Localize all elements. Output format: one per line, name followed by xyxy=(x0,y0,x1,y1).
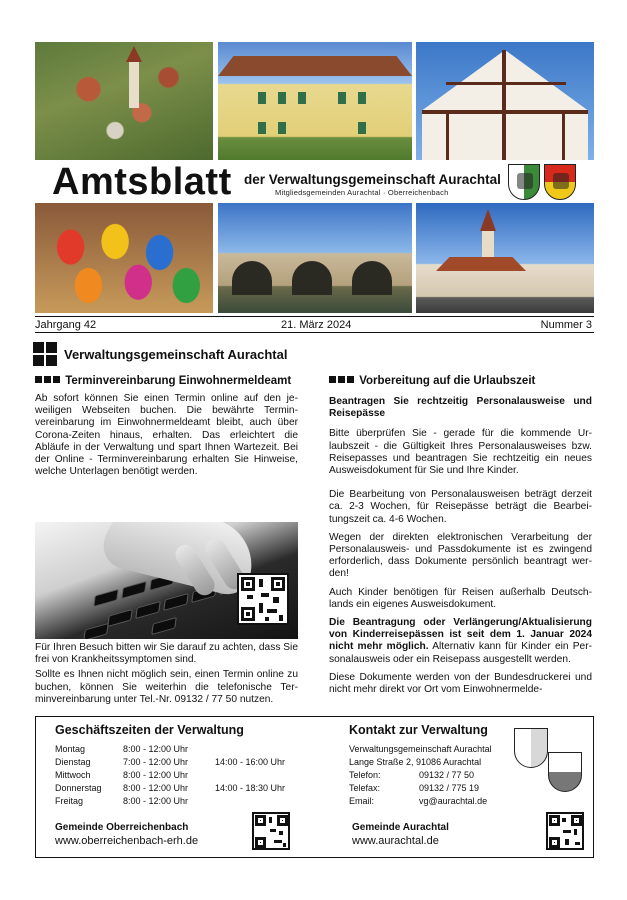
issue-bar xyxy=(35,316,594,333)
photo-timber-frame-house xyxy=(416,42,594,160)
bullet-square-icon xyxy=(35,376,42,383)
municipality-url[interactable]: www.aurachtal.de xyxy=(352,835,439,847)
window-shape xyxy=(258,92,266,104)
bullet-square-icon xyxy=(53,376,60,383)
church-tower-shape xyxy=(129,62,139,108)
phone-number[interactable]: 09132 / 77 50 xyxy=(419,770,475,780)
left-article-heading-text: Terminvereinbarung Einwohnermeldeamt xyxy=(65,375,292,387)
left-article-heading xyxy=(35,375,291,387)
crest-aurachtal-icon xyxy=(508,164,540,200)
beam-shape xyxy=(502,50,506,160)
window-shape xyxy=(298,92,306,104)
bullet-square-icon xyxy=(338,376,345,383)
masthead-members: Mitgliedsgemeinden Aurachtal · Oberreichenbach xyxy=(275,188,449,197)
section-squares-icon xyxy=(33,342,57,366)
photo-easter-eggs xyxy=(35,203,213,313)
paragraph-rest: Alternativ kann für Kinder ein Personalausweis oder ein Reisepass ausgestellt werden. xyxy=(329,641,593,665)
email-link[interactable]: vg@aurachtal.de xyxy=(419,796,488,806)
left-article-intro xyxy=(35,393,298,484)
paragraph xyxy=(329,617,592,666)
paragraph: Sollte es Ihnen nicht möglich sein, einen Termin online zu buchen, können Sie weiterhin die telefonische Terminvereinbarung unter Tel.-Nr. 09132 / 77 50 nutzen. xyxy=(35,669,298,705)
bridge-arch-shape xyxy=(352,261,392,295)
bridge-arch-shape xyxy=(232,261,272,295)
window-shape xyxy=(278,122,286,134)
issue-volume: Jahrgang 42 xyxy=(35,319,97,331)
crest-oberreichenbach-icon xyxy=(544,164,576,200)
issue-date: 21. März 2024 xyxy=(281,319,352,331)
municipality-url[interactable]: www.oberreichenbach-erh.de xyxy=(55,835,199,847)
contact-heading: Kontakt zur Verwaltung xyxy=(349,723,488,737)
masthead-title: Amtsblatt xyxy=(52,161,232,203)
window-shape xyxy=(338,92,346,104)
photo-stone-bridge xyxy=(218,203,412,313)
photo-village-aerial xyxy=(35,42,213,160)
beam-shape xyxy=(446,114,449,160)
window-shape xyxy=(258,122,266,134)
photo-castle xyxy=(218,42,412,160)
church-roof-shape xyxy=(436,257,526,271)
bullet-square-icon xyxy=(44,376,51,383)
paragraph: Die Bearbeitung von Personalausweisen beträgt derzeit ca. 2-3 Wochen, für Reisepässe beträgt die Bearbeitungszeit ca. 4-6 Wochen. xyxy=(329,489,592,525)
photo-church xyxy=(416,203,594,313)
beam-shape xyxy=(562,114,565,160)
right-article-heading xyxy=(329,375,535,387)
left-article-body xyxy=(35,642,298,712)
window-shape xyxy=(278,92,286,104)
paragraph: Diese Dokumente werden von der Bundesdruckerei und nicht mehr direkt vor Ort vom Einwohnermelde- xyxy=(329,671,592,696)
castle-roof-shape xyxy=(218,56,412,76)
qr-code-icon[interactable] xyxy=(237,573,289,625)
qr-code-oberreichenbach-icon[interactable] xyxy=(252,812,290,850)
paragraph: Ab sofort können Sie einen Termin online auf den jeweiligen Webseiten buchen. Die bewährte Terminvereinbarung im Einwohnermeldeamt bleibt, auch über Corona-Zeiten hinaus, erhalten. Das erleichtert die Abläufe in der Verwaltung und spart Ihnen Wartezeit. Bei der Online - Terminvereinbarung erhalten Sie Hinweise, welche Unterlagen benötigt werden. xyxy=(35,393,298,478)
right-article-heading-text: Vorbereitung auf die Urlaubszeit xyxy=(359,375,536,387)
bridge-arch-shape xyxy=(292,261,332,295)
crest-oberreichenbach-large-icon xyxy=(548,752,582,792)
beam-shape xyxy=(446,82,566,85)
crest-aurachtal-large-icon xyxy=(514,728,548,768)
subheading: Beantragen Sie rechtzeitig Personalausweise und Reisepässe xyxy=(329,396,592,420)
window-shape xyxy=(358,92,366,104)
bullet-square-icon xyxy=(329,376,336,383)
paragraph: Auch Kinder benötigen für Reisen außerhalb Deutschlands ein eigenes Ausweisdokument. xyxy=(329,586,592,610)
municipality-name: Gemeinde Aurachtal xyxy=(352,822,449,833)
bullet-square-icon xyxy=(347,376,354,383)
paragraph: Wegen der direkten elektronischen Verarbeitung der Personalausweis- und Passdokumente ist es zwingend erforderlich, dass Dokumente persönlich beantragt werden! xyxy=(329,531,592,580)
window-shape xyxy=(358,122,366,134)
municipality-name: Gemeinde Oberreichenbach xyxy=(55,822,189,833)
right-article-body xyxy=(329,396,592,702)
hours-heading: Geschäftszeiten der Verwaltung xyxy=(55,723,244,737)
paragraph: Für Ihren Besuch bitten wir Sie darauf zu achten, dass Sie frei von Krankheitssymptomen sind. xyxy=(35,642,298,666)
paragraph: Bitte überprüfen Sie - gerade für die kommende Urlaubszeit - die Gültigkeit Ihres Personalausweises bzw. Reisepasses und beantragen Sie rechtzeitig ein neues Ausweisdokument für Sie und Ihre Kinder. xyxy=(329,428,592,477)
section-title: Verwaltungsgemeinschaft Aurachtal xyxy=(64,347,288,362)
masthead-subtitle: der Verwaltungsgemeinschaft Aurachtal xyxy=(244,172,501,187)
qr-code-aurachtal-icon[interactable] xyxy=(546,812,584,850)
paragraph-bold: Die Beantragung oder Verlängerung/Aktualisierung von Kinderreisepässen ist seit dem 1. Januar 2024 nicht mehr möglich. xyxy=(329,617,592,653)
issue-number: Nummer 3 xyxy=(540,319,592,331)
